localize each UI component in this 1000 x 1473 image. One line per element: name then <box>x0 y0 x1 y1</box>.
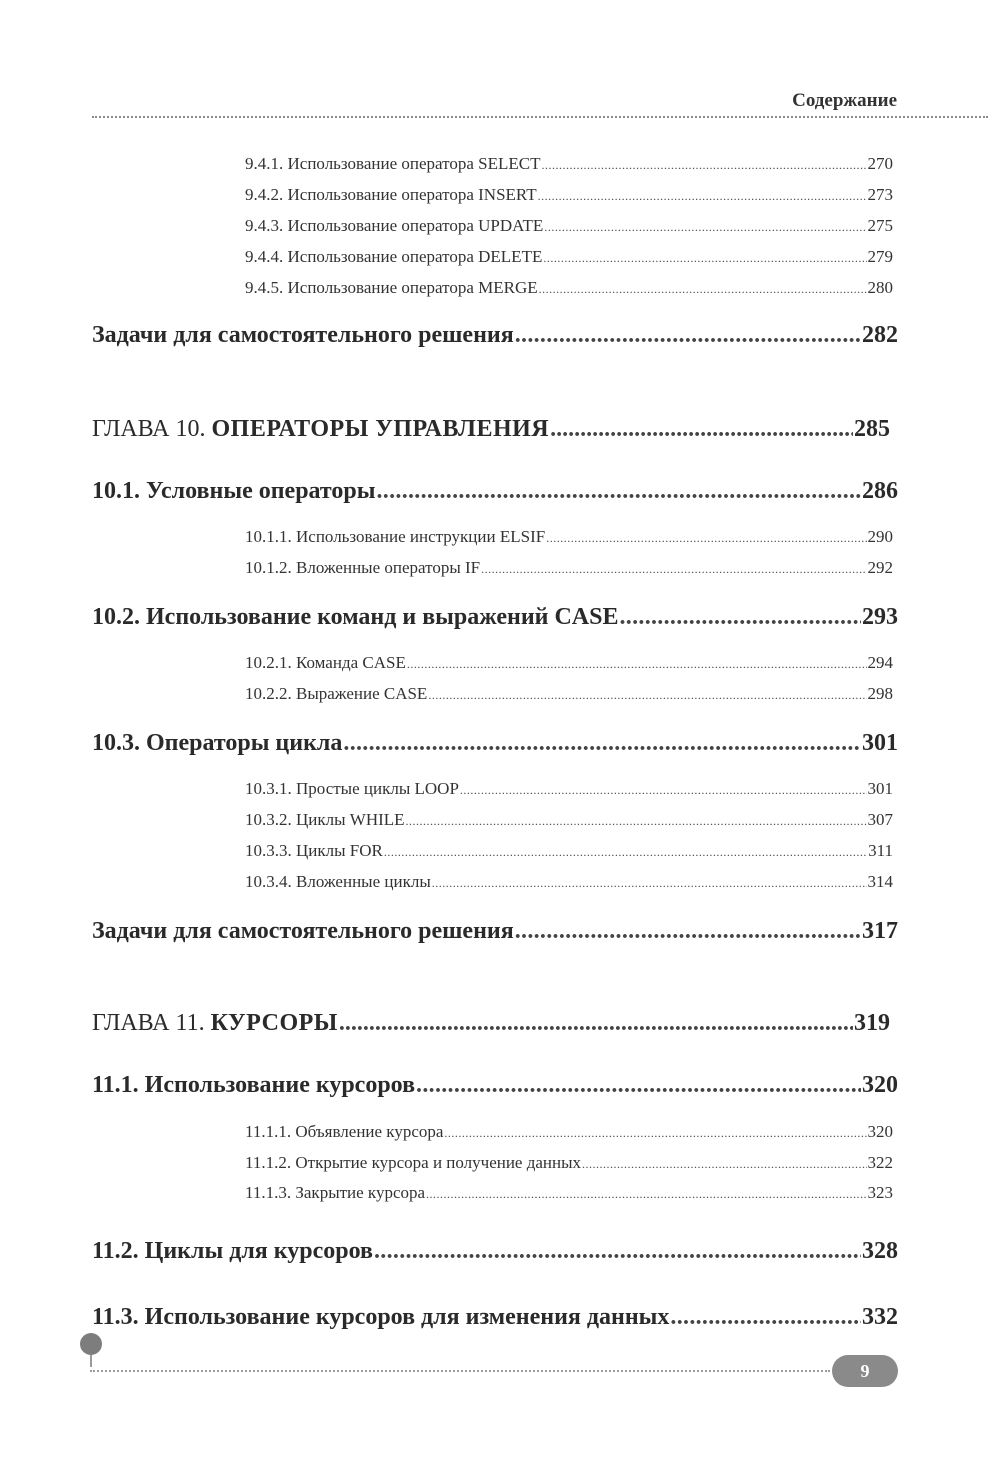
toc-entry-9-4-3[interactable] <box>245 216 893 236</box>
toc-entry-title: 9.4.5. Использование оператора MERGE <box>245 278 538 297</box>
toc-entry-title: 10.2.2. Выражение CASE <box>245 684 428 703</box>
dot-leader <box>339 1010 853 1037</box>
dot-leader <box>544 220 866 235</box>
toc-page-number: 286 <box>862 478 898 504</box>
dot-leader <box>582 1157 866 1172</box>
chapter-label: ГЛАВА 10. <box>92 416 206 442</box>
toc-page-number: 322 <box>867 1153 893 1172</box>
toc-page-number: 273 <box>867 185 893 204</box>
toc-entry-11-1-3[interactable] <box>245 1183 893 1203</box>
dot-leader <box>384 845 867 860</box>
footer-dot-stem <box>90 1355 92 1367</box>
toc-section-title: Задачи для самостоятельного решения <box>92 322 514 348</box>
toc-entry-9-4-1[interactable] <box>245 154 893 174</box>
chapter-name: ОПЕРАТОРЫ УПРАВЛЕНИЯ <box>211 416 550 442</box>
toc-entry-9-4-4[interactable] <box>245 247 893 267</box>
footer-divider <box>90 1370 830 1372</box>
toc-section-title: 11.3. Использование курсоров для изменения данных <box>92 1304 670 1330</box>
toc-page-number: 280 <box>867 278 893 297</box>
toc-entry-11-1-1[interactable] <box>245 1122 893 1142</box>
dot-leader <box>515 322 861 349</box>
dot-leader <box>538 189 867 204</box>
toc-chapter-10[interactable] <box>92 416 890 443</box>
page-number-badge: 9 <box>832 1355 898 1387</box>
chapter-label: ГЛАВА 11. <box>92 1010 205 1036</box>
toc-section-tasks-9[interactable] <box>92 322 898 349</box>
toc-entry-title: 10.3.3. Циклы FOR <box>245 841 383 860</box>
dot-leader <box>543 251 866 266</box>
dot-leader <box>416 1072 861 1099</box>
toc-entry-10-1-2[interactable] <box>245 558 893 578</box>
footer-dot-icon <box>80 1333 102 1355</box>
dot-leader <box>432 876 867 891</box>
toc-page-number: 311 <box>868 841 893 860</box>
toc-page-number: 298 <box>867 684 893 703</box>
toc-page-number: 332 <box>862 1304 898 1330</box>
toc-entry-10-3-2[interactable] <box>245 810 893 830</box>
toc-entry-9-4-2[interactable] <box>245 185 893 205</box>
dot-leader <box>460 783 867 798</box>
dot-leader <box>515 918 861 945</box>
toc-section-10-2[interactable] <box>92 604 898 631</box>
toc-page-number: 290 <box>867 527 893 546</box>
toc-entry-title: 11.1.2. Открытие курсора и получение данных <box>245 1153 582 1172</box>
toc-page-number: 292 <box>867 558 893 577</box>
toc-page-number: 301 <box>867 779 893 798</box>
toc-entry-title: 9.4.1. Использование оператора SELECT <box>245 154 541 173</box>
header-divider <box>92 116 988 118</box>
toc-section-11-1[interactable] <box>92 1072 898 1099</box>
toc-entry-title: 9.4.4. Использование оператора DELETE <box>245 247 543 266</box>
toc-entry-title: 10.3.4. Вложенные циклы <box>245 872 431 891</box>
toc-section-title: 10.2. Использование команд и выражений CASE <box>92 604 619 630</box>
toc-page-number: 307 <box>867 810 893 829</box>
toc-section-title: 10.1. Условные операторы <box>92 478 376 504</box>
toc-entry-10-3-3[interactable] <box>245 841 893 861</box>
toc-page-number: 270 <box>867 154 893 173</box>
toc-page-number: 293 <box>862 604 898 630</box>
dot-leader <box>670 1304 861 1331</box>
toc-page-number: 314 <box>867 872 893 891</box>
dot-leader <box>406 814 867 829</box>
toc-entry-title: 10.1.2. Вложенные операторы IF <box>245 558 481 577</box>
toc-entry-10-2-1[interactable] <box>245 653 893 673</box>
toc-page-number: 285 <box>854 416 890 442</box>
toc-entry-9-4-5[interactable] <box>245 278 893 298</box>
toc-page-number: 328 <box>862 1238 898 1264</box>
toc-section-10-3[interactable] <box>92 730 898 757</box>
toc-section-title: Задачи для самостоятельного решения <box>92 918 514 944</box>
toc-section-11-2[interactable] <box>92 1238 898 1265</box>
toc-entry-title: 10.3.2. Циклы WHILE <box>245 810 405 829</box>
toc-entry-10-3-4[interactable] <box>245 872 893 892</box>
toc-page-number: 279 <box>867 247 893 266</box>
toc-entry-title: 9.4.2. Использование оператора INSERT <box>245 185 537 204</box>
toc-entry-10-1-1[interactable] <box>245 527 893 547</box>
toc-page-number: 275 <box>867 216 893 235</box>
toc-page-number: 320 <box>862 1072 898 1098</box>
dot-leader <box>539 282 867 297</box>
toc-entry-title: 10.3.1. Простые циклы LOOP <box>245 779 459 798</box>
toc-page-number: 294 <box>867 653 893 672</box>
dot-leader <box>620 604 862 631</box>
toc-entry-title: 11.1.3. Закрытие курсора <box>245 1183 426 1202</box>
dot-leader <box>374 1238 861 1265</box>
dot-leader <box>426 1187 866 1202</box>
toc-section-title: 11.2. Циклы для курсоров <box>92 1238 373 1264</box>
toc-page-number: 320 <box>867 1122 893 1141</box>
toc-section-11-3[interactable] <box>92 1304 898 1331</box>
dot-leader <box>377 478 862 505</box>
dot-leader <box>428 688 866 703</box>
chapter-name: КУРСОРЫ <box>210 1010 338 1036</box>
toc-entry-11-1-2[interactable] <box>245 1153 893 1173</box>
toc-page-number: 319 <box>854 1010 890 1036</box>
toc-entry-title: 9.4.3. Использование оператора UPDATE <box>245 216 544 235</box>
toc-page-number: 323 <box>867 1183 893 1202</box>
dot-leader <box>541 158 866 173</box>
toc-page-number: 317 <box>862 918 898 944</box>
toc-entry-title: 10.1.1. Использование инструкции ELSIF <box>245 527 546 546</box>
toc-section-title: 11.1. Использование курсоров <box>92 1072 416 1098</box>
toc-entry-title: 11.1.1. Объявление курсора <box>245 1122 444 1141</box>
toc-chapter-11[interactable] <box>92 1010 890 1037</box>
dot-leader <box>343 730 861 757</box>
dot-leader <box>550 416 853 443</box>
toc-page-number: 282 <box>862 322 898 348</box>
dot-leader <box>407 657 867 672</box>
toc-entry-title: 10.2.1. Команда CASE <box>245 653 406 672</box>
toc-section-title: 10.3. Операторы цикла <box>92 730 343 756</box>
toc-entry-10-3-1[interactable] <box>245 779 893 799</box>
toc-section-10-1[interactable] <box>92 478 898 505</box>
page-header-title: Содержание <box>792 90 897 111</box>
toc-entry-10-2-2[interactable] <box>245 684 893 704</box>
dot-leader <box>546 531 866 546</box>
dot-leader <box>481 562 866 577</box>
toc-page-number: 301 <box>862 730 898 756</box>
dot-leader <box>444 1126 866 1141</box>
toc-section-tasks-10[interactable] <box>92 918 898 945</box>
